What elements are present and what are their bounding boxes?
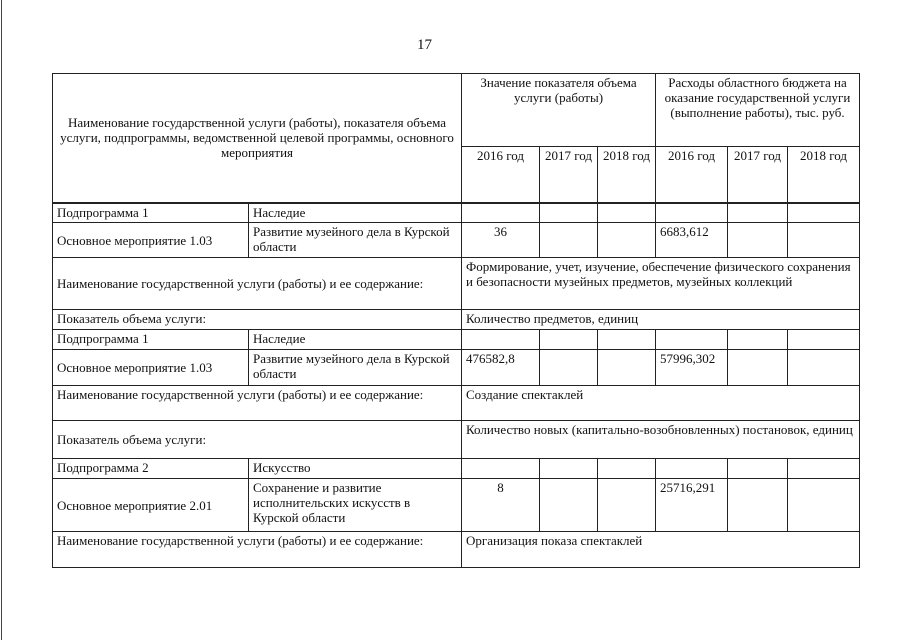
service-content-cell: Формирование, учет, изучение, обеспечение физического сохранения и безопасности музейных предметов, музейных коллекций [462, 258, 860, 310]
indicator-label-cell: Показатель объема услуги: [53, 310, 462, 330]
table-row [53, 223, 860, 258]
value-2016-cell: 36 [462, 223, 540, 258]
value-2016-cell: 476582,8 [462, 350, 540, 386]
year-header: 2017 год [728, 147, 788, 203]
indicator-value-cell: Количество предметов, единиц [462, 310, 860, 330]
measure-cell: Основное мероприятие 2.01 [53, 479, 249, 532]
year-header: 2018 год [788, 147, 860, 203]
subprogram-name-cell: Искусство [249, 459, 462, 479]
subprogram-cell: Подпрограмма 1 [53, 330, 249, 350]
measure-name-cell: Развитие музейного дела в Курской области [249, 223, 462, 258]
table-row [53, 459, 860, 479]
table-row [53, 386, 860, 421]
table-row [53, 203, 860, 223]
measure-name-cell: Развитие музейного дела в Курской области [249, 350, 462, 386]
header-value-group: Значение показателя объема услуги (работы) [462, 74, 656, 147]
subprogram-name-cell: Наследие [249, 330, 462, 350]
service-label-cell: Наименование государственной услуги (работы) и ее содержание: [53, 386, 462, 421]
subprogram-cell: Подпрограмма 1 [53, 203, 249, 223]
header-expense-group: Расходы областного бюджета на оказание государственной услуги (выполнение работы), тыс. руб. [656, 74, 860, 147]
expense-2016-cell: 25716,291 [656, 479, 728, 532]
value-2016-cell: 8 [462, 479, 540, 532]
year-header: 2016 год [656, 147, 728, 203]
indicator-value-cell: Количество новых (капитально-возобновленных) постановок, единиц [462, 421, 860, 459]
subprogram-name-cell: Наследие [249, 203, 462, 223]
header-row [53, 74, 860, 147]
page-edge-line [1, 0, 2, 640]
services-table [52, 73, 860, 568]
subprogram-cell: Подпрограмма 2 [53, 459, 249, 479]
table-row [53, 310, 860, 330]
table-row [53, 532, 860, 568]
year-header: 2016 год [462, 147, 540, 203]
indicator-label-cell: Показатель объема услуги: [53, 421, 462, 459]
measure-cell: Основное мероприятие 1.03 [53, 223, 249, 258]
expense-2016-cell: 57996,302 [656, 350, 728, 386]
table-row [53, 258, 860, 310]
measure-cell: Основное мероприятие 1.03 [53, 350, 249, 386]
year-header: 2018 год [598, 147, 656, 203]
page-number: 17 [417, 37, 432, 53]
service-content-cell: Создание спектаклей [462, 386, 860, 421]
table-row [53, 479, 860, 532]
measure-name-cell: Сохранение и развитие исполнительских искусств в Курской области [249, 479, 462, 532]
table-row [53, 350, 860, 386]
year-header: 2017 год [540, 147, 598, 203]
table-row [53, 421, 860, 459]
service-content-cell: Организация показа спектаклей [462, 532, 860, 568]
table-row [53, 330, 860, 350]
header-name-cell: Наименование государственной услуги (работы), показателя объема услуги, подпрограммы, ведомственной целевой программы, основного мероприятия [53, 74, 462, 203]
expense-2016-cell: 6683,612 [656, 223, 728, 258]
service-label-cell: Наименование государственной услуги (работы) и ее содержание: [53, 532, 462, 568]
service-label-cell: Наименование государственной услуги (работы) и ее содержание: [53, 258, 462, 310]
